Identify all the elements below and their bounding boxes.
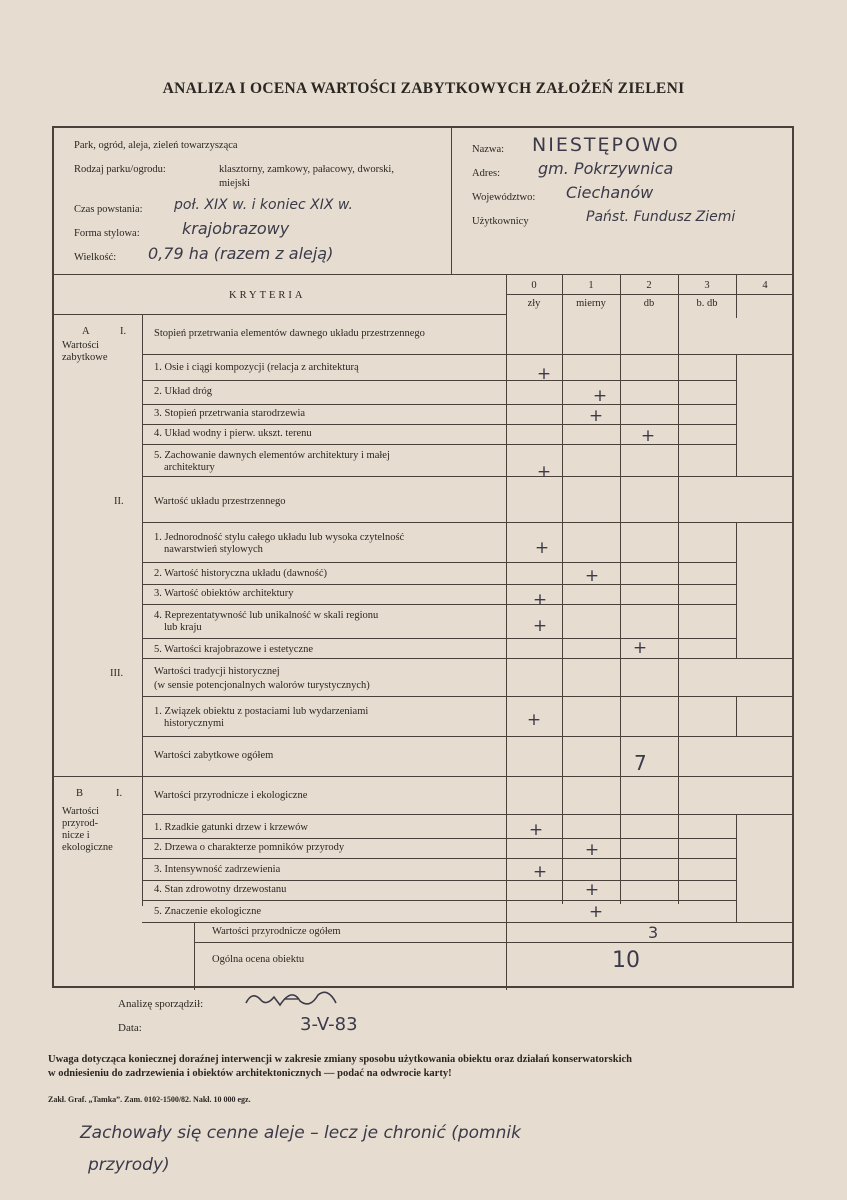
table-rule <box>142 584 736 585</box>
score-mark: + <box>584 566 600 586</box>
score-mark: + <box>632 638 648 658</box>
note-line-1: Uwaga dotycząca koniecznej doraźnej interwencji w zakresie zmiany sposobu użytkowania obiektu oraz działań konserwatorskich <box>48 1054 632 1065</box>
table-rule <box>736 522 737 658</box>
form-title: ANALIZA I OCENA WARTOŚCI ZABYTKOWYCH ZAŁOŻEŃ ZIELENI <box>162 80 685 97</box>
section-b-name-3: nicze i <box>62 830 90 841</box>
voivodeship-value: Ciechanów <box>566 183 654 202</box>
evaluation-form <box>52 126 794 988</box>
date-label: Data: <box>118 1022 142 1034</box>
a2-row-2: 2. Wartość historyczna układu (dawność) <box>154 568 328 579</box>
size-value: 0,79 ha (razem z aleją) <box>148 244 334 263</box>
users-value: Państ. Fundusz Ziemi <box>586 209 736 225</box>
group-b1-title: Wartości przyrodnicze i ekologiczne <box>154 790 308 801</box>
author-signature <box>240 985 360 1011</box>
b1-row-3: 3. Intensywność zadrzewienia <box>154 864 281 875</box>
nature-total-label: Wartości przyrodnicze ogółem <box>212 926 341 937</box>
name-value: NIESTĘPOWO <box>532 134 680 156</box>
section-a-roman-1: I. <box>120 326 127 337</box>
nature-total-value: 3 <box>648 923 659 942</box>
a3-row-1: 1. Związek obiektu z postaciami lub wydarzeniami <box>154 706 369 717</box>
print-info: Zakł. Graf. „Tamka”. Zam. 0102-1500/82. Nakł. 10 000 egz. <box>48 1095 251 1104</box>
style-form-value: krajobrazowy <box>182 219 290 238</box>
table-rule <box>194 922 195 990</box>
table-rule <box>142 604 736 605</box>
a1-row-5: 5. Zachowanie dawnych elementów architektury i małej <box>154 450 390 461</box>
users-label: Użytkownicy <box>472 216 529 227</box>
table-rule <box>142 476 794 477</box>
object-type-label: Park, ogród, aleja, zieleń towarzysząca <box>74 140 238 151</box>
group-a3-title-2: (w sensie potencjonalnych walorów turystycznych) <box>154 680 370 691</box>
score-mark: + <box>528 820 544 840</box>
table-rule <box>142 696 794 697</box>
a1-row-3: 3. Stopień przetrwania starodrzewia <box>154 408 306 419</box>
table-rule <box>142 814 794 815</box>
criteria-label: KRYTERIA <box>229 290 306 301</box>
b1-row-1: 1. Rzadkie gatunki drzew i krzewów <box>154 822 308 833</box>
group-a3-title: Wartości tradycji historycznej <box>154 666 280 677</box>
table-rule <box>506 274 507 990</box>
table-rule <box>142 380 736 381</box>
author-label: Analizę sporządził: <box>118 998 204 1010</box>
style-form-label: Forma stylowa: <box>74 228 140 239</box>
score-mark: + <box>536 364 552 384</box>
address-value: gm. Pokrzywnica <box>538 159 674 178</box>
table-rule <box>54 314 506 315</box>
table-rule <box>142 880 736 881</box>
section-b-name-1: Wartości <box>62 806 100 817</box>
table-rule <box>142 522 794 523</box>
creation-time-label: Czas powstania: <box>74 204 143 215</box>
score-mark: + <box>584 840 600 860</box>
table-rule <box>142 736 794 737</box>
overall-value: 10 <box>612 948 640 973</box>
a1-row-4: 4. Układ wodny i pierw. ukszt. terenu <box>154 428 312 439</box>
a2-row-1b: nawarstwień stylowych <box>164 544 263 555</box>
a1-row-2: 2. Układ dróg <box>154 386 213 397</box>
section-a-roman-3: III. <box>110 668 124 679</box>
table-rule <box>54 274 794 275</box>
b1-row-4: 4. Stan zdrowotny drzewostanu <box>154 884 287 895</box>
name-label: Nazwa: <box>472 144 505 155</box>
score-mark: + <box>532 616 548 636</box>
table-rule <box>142 858 736 859</box>
score-mark: + <box>532 862 548 882</box>
voivodeship-label: Województwo: <box>472 192 536 203</box>
score-mark: + <box>584 880 600 900</box>
a2-row-5: 5. Wartości krajobrazowe i estetyczne <box>154 644 314 655</box>
table-rule <box>736 814 737 906</box>
scale-1-name: mierny <box>576 298 606 309</box>
table-rule <box>54 776 794 777</box>
table-rule <box>736 354 737 476</box>
address-label: Adres: <box>472 168 500 179</box>
a2-row-3: 3. Wartość obiektów architektury <box>154 588 294 599</box>
table-rule <box>142 922 794 923</box>
table-rule <box>620 274 621 904</box>
a2-row-4b: lub kraju <box>164 622 202 633</box>
monument-total-label: Wartości zabytkowe ogółem <box>154 750 274 761</box>
table-rule <box>142 314 143 776</box>
table-rule <box>142 658 794 659</box>
table-rule <box>142 838 736 839</box>
group-a1-title: Stopień przetrwania elementów dawnego układu przestrzennego <box>154 328 425 339</box>
table-rule <box>451 128 452 274</box>
scale-2-num: 2 <box>646 280 652 291</box>
b1-row-2: 2. Drzewa o charakterze pomników przyrody <box>154 842 345 853</box>
score-mark: + <box>588 406 604 426</box>
table-rule <box>562 274 563 904</box>
a3-row-1b: historycznymi <box>164 718 225 729</box>
a1-row-1: 1. Osie i ciągi kompozycji (relacja z architekturą <box>154 362 359 373</box>
score-mark: + <box>534 538 550 558</box>
table-rule <box>678 274 679 904</box>
creation-time-value: poł. XIX w. i koniec XIX w. <box>174 197 353 213</box>
section-b-name-2: przyrod- <box>62 818 99 829</box>
score-mark: + <box>592 386 608 406</box>
b1-row-5: 5. Znaczenie ekologiczne <box>154 906 261 917</box>
table-rule <box>142 404 736 405</box>
handwritten-note-2: przyrody) <box>88 1155 170 1175</box>
size-label: Wielkość: <box>74 252 117 263</box>
scale-3-name: b. db <box>696 298 718 309</box>
a1-row-5b: architektury <box>164 462 215 473</box>
park-kind-label: Rodzaj parku/ogrodu: <box>74 164 166 175</box>
section-b-roman-1: I. <box>116 788 123 799</box>
scale-2-name: db <box>643 298 655 309</box>
table-rule <box>736 906 737 922</box>
scale-3-num: 3 <box>704 280 710 291</box>
handwritten-note-1: Zachowały się cenne aleje – lecz je chronić (pomnik <box>80 1123 521 1143</box>
table-rule <box>142 776 143 906</box>
table-rule <box>194 942 794 943</box>
park-kind-options-2: miejski <box>219 178 250 189</box>
date-value: 3-V-83 <box>300 1014 358 1035</box>
scale-0-num: 0 <box>531 280 537 291</box>
score-mark: + <box>536 462 552 482</box>
section-a-name-2: zabytkowe <box>62 352 108 363</box>
score-mark: + <box>532 590 548 610</box>
scale-1-num: 1 <box>588 280 594 291</box>
score-mark: + <box>526 710 542 730</box>
a2-row-4: 4. Reprezentatywność lub unikalność w skali regionu <box>154 610 379 621</box>
section-a-roman-2: II. <box>114 496 124 507</box>
monument-total-value: 7 <box>634 751 647 775</box>
score-mark: + <box>640 426 656 446</box>
section-a-letter: A <box>82 326 90 337</box>
score-mark: + <box>588 902 604 922</box>
table-rule <box>142 354 794 355</box>
overall-label: Ogólna ocena obiektu <box>212 954 305 965</box>
section-a-name-1: Wartości <box>62 340 100 351</box>
scale-0-name: zły <box>527 298 541 309</box>
scale-4-num: 4 <box>762 280 768 291</box>
table-rule <box>142 424 736 425</box>
note-line-2: w odniesieniu do zadrzewienia i obiektów architektonicznych — podać na odwrocie karty! <box>48 1068 452 1079</box>
section-b-letter: B <box>76 788 84 799</box>
table-rule <box>142 562 736 563</box>
group-a2-title: Wartość układu przestrzennego <box>154 496 286 507</box>
table-rule <box>506 294 794 295</box>
park-kind-options: klasztorny, zamkowy, pałacowy, dworski, <box>219 164 394 175</box>
section-b-name-4: ekologiczne <box>62 842 113 853</box>
a2-row-1: 1. Jednorodność stylu całego układu lub wysoka czytelność <box>154 532 405 543</box>
table-rule <box>142 900 736 901</box>
table-rule <box>736 696 737 736</box>
